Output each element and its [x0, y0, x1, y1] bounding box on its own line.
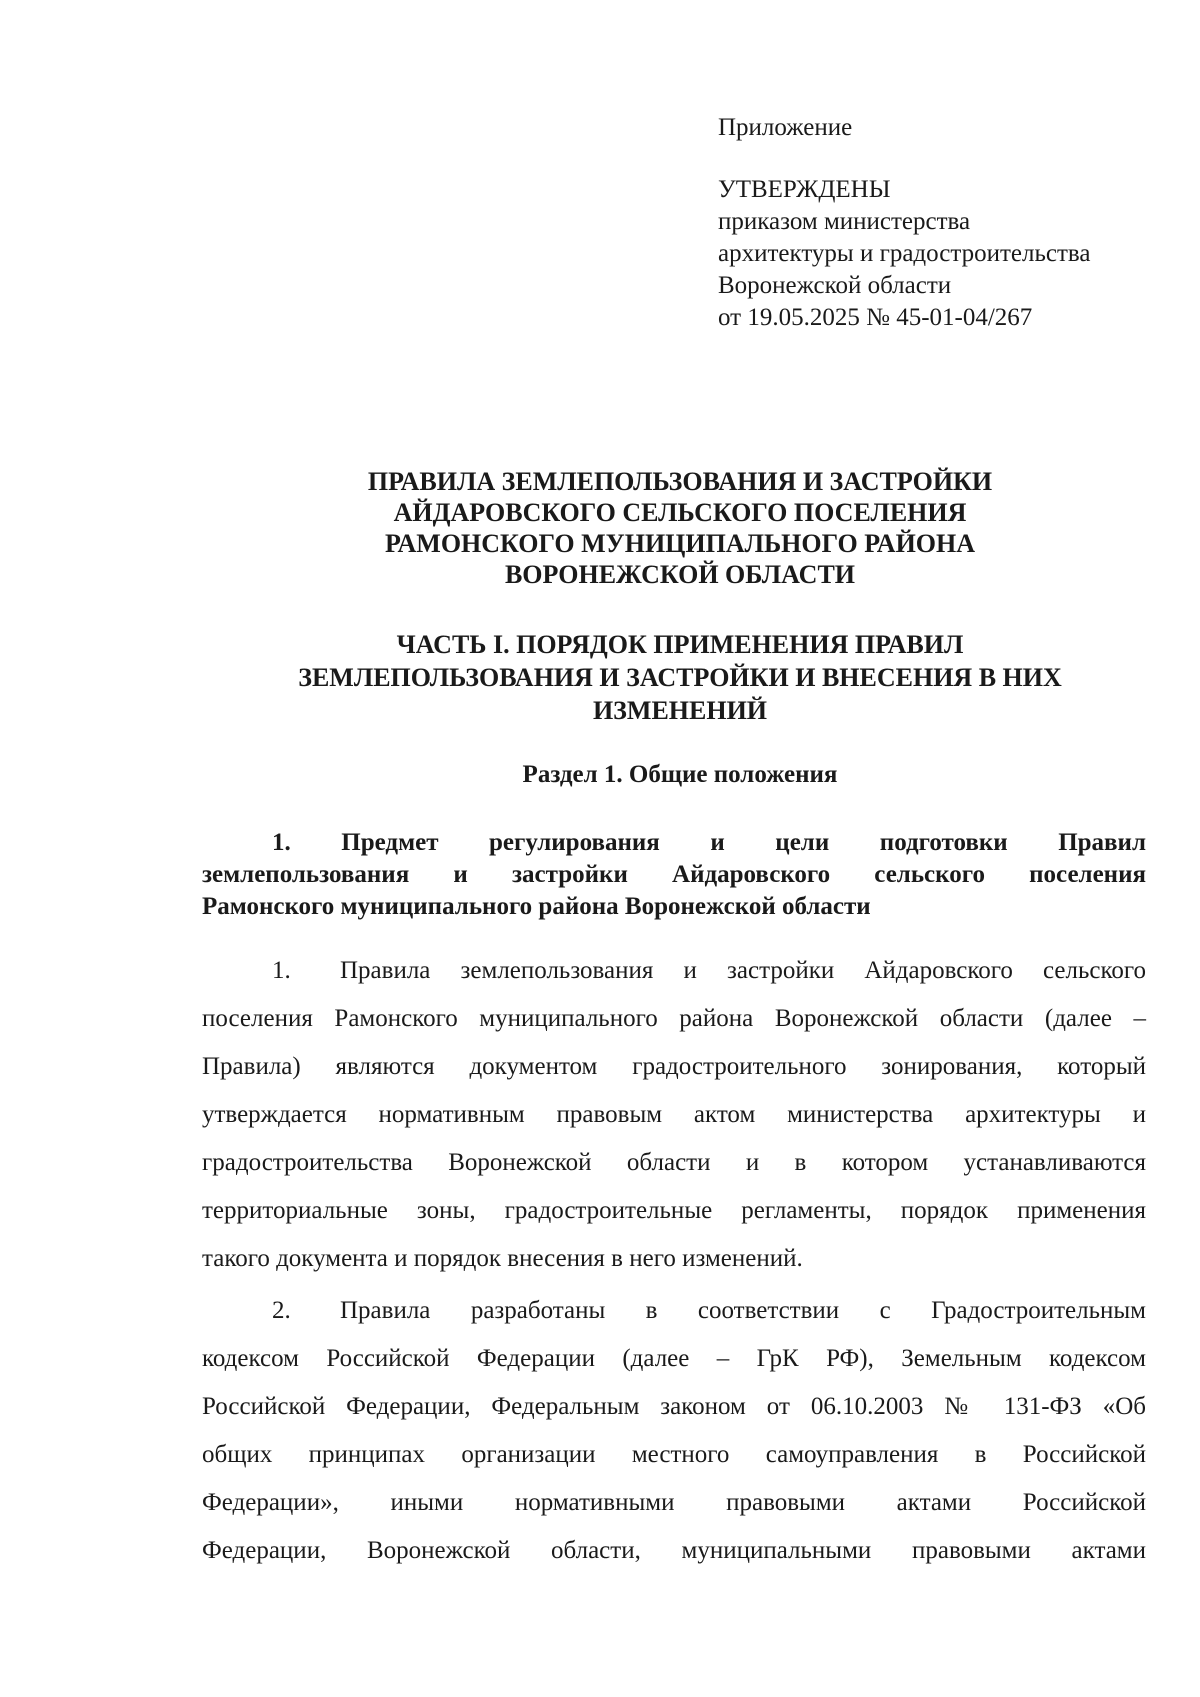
section-heading: Раздел 1. Общие положения — [522, 761, 838, 788]
paragraph-line: Правила) являются документом градостроительного зонирования, который — [202, 1053, 1146, 1080]
annex-label: Приложение — [718, 114, 853, 141]
title-line: ВОРОНЕЖСКОЙ ОБЛАСТИ — [504, 560, 856, 589]
approval-block — [718, 112, 1158, 334]
paragraph-line: поселения Рамонского муниципального района Воронежской области (далее – — [202, 1005, 1146, 1032]
part-line: ИЗМЕНЕНИЙ — [592, 696, 768, 725]
title-line: РАМОНСКОГО МУНИЦИПАЛЬНОГО РАЙОНА — [384, 529, 976, 558]
part-heading — [200, 628, 1160, 727]
document-title — [200, 466, 1160, 590]
approval-line: приказом министерства — [718, 208, 971, 235]
paragraph-2 — [202, 1287, 1146, 1575]
approval-date-number: от 19.05.2025 № 45-01-04/267 — [718, 304, 1033, 331]
paragraph-number: 2. — [272, 1297, 291, 1324]
paragraph-line-text: Правила землепользования и застройки Айдаровского сельского — [340, 957, 1146, 984]
approval-line: УТВЕРЖДЕНЫ — [718, 176, 891, 203]
title-line: АЙДАРОВСКОГО СЕЛЬСКОГО ПОСЕЛЕНИЯ — [393, 498, 967, 527]
paragraph-line: градостроительства Воронежской области и в котором устанавливаются — [202, 1149, 1146, 1176]
article-heading — [202, 827, 1146, 923]
paragraph-1 — [202, 947, 1146, 1283]
paragraph-line — [202, 1287, 1146, 1335]
article-line: 1. Предмет регулирования и цели подготовки Правил — [272, 829, 1146, 856]
approval-line: Воронежской области — [718, 272, 952, 299]
paragraph-line: утверждается нормативным правовым актом министерства архитектуры и — [202, 1101, 1146, 1128]
paragraph-line: такого документа и порядок внесения в него изменений. — [202, 1245, 803, 1272]
paragraph-line: территориальные зоны, градостроительные регламенты, порядок применения — [202, 1197, 1146, 1224]
part-line: ЗЕМЛЕПОЛЬЗОВАНИЯ И ЗАСТРОЙКИ И ВНЕСЕНИЯ В НИХ — [298, 663, 1062, 692]
paragraph-line: общих принципах организации местного самоуправления в Российской — [202, 1441, 1146, 1468]
paragraph-line: кодексом Российской Федерации (далее – ГрК РФ), Земельным кодексом — [202, 1345, 1146, 1372]
paragraph-number: 1. — [272, 957, 291, 984]
article-line: землепользования и застройки Айдаровского сельского поселения — [202, 861, 1146, 888]
approval-line: архитектуры и градостроительства — [718, 240, 1091, 267]
article-line: Рамонского муниципального района Воронежской области — [202, 893, 871, 920]
paragraph-line: Федерации, Воронежской области, муниципальными правовыми актами — [202, 1537, 1146, 1564]
part-line: ЧАСТЬ I. ПОРЯДОК ПРИМЕНЕНИЯ ПРАВИЛ — [396, 630, 964, 659]
paragraph-line-text: Правила разработаны в соответствии с Градостроительным — [340, 1297, 1146, 1324]
title-line: ПРАВИЛА ЗЕМЛЕПОЛЬЗОВАНИЯ И ЗАСТРОЙКИ — [367, 467, 993, 496]
paragraph-line: Федерации», иными нормативными правовыми актами Российской — [202, 1489, 1146, 1516]
paragraph-line — [202, 947, 1146, 995]
paragraph-line: Российской Федерации, Федеральным законом от 06.10.2003 № 131-ФЗ «Об — [202, 1393, 1146, 1420]
